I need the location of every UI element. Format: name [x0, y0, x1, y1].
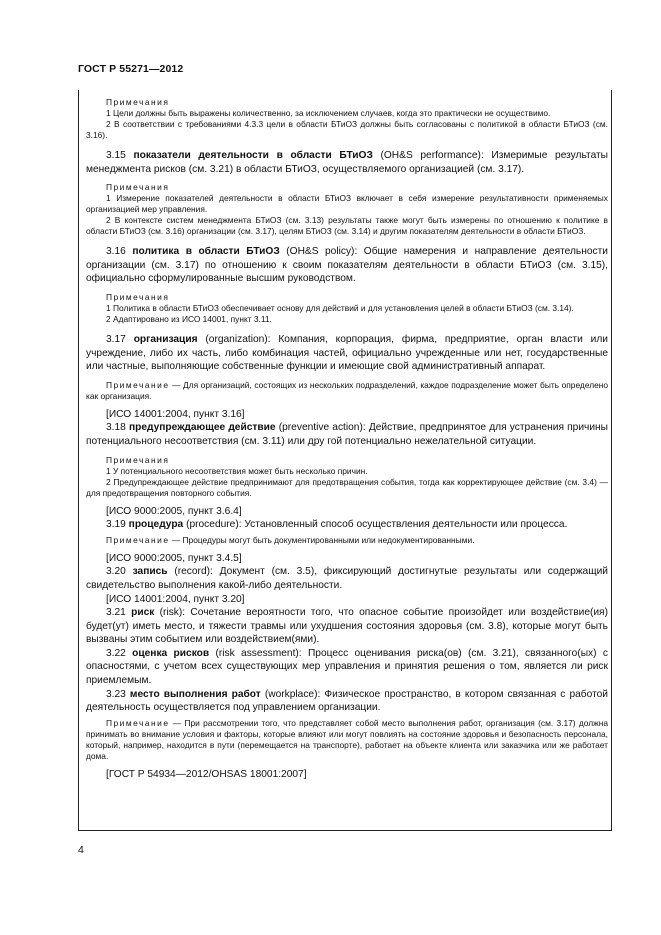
- term-title: запись: [132, 566, 168, 578]
- reference: [ГОСТ Р 54934—2012/OHSAS 18001:2007]: [106, 768, 307, 780]
- term-definition: (OH&S policy): Общие намерения и направление деятельности организации (см. 3.17) по отношению к своим показателям деятельности в области БТиОЗ (см. 3.15), официально сформулированные высшим руководством.: [86, 246, 608, 285]
- note-item: 2 В контексте систем менеджмента БТиОЗ (см. 3.13) результаты также могут быть измерены по отношению к политике в области БТиОЗ (см. 3.16) организации (см. 3.17), целям БТиОЗ (см. 3.14) и другим показателям деятельности в области БТиОЗ.: [86, 215, 608, 237]
- term-title: риск: [131, 607, 155, 619]
- note-label: Примечание: [106, 379, 170, 390]
- term-definition: (risk): Сочетание вероятности того, что опасное событие произойдет или воздействие(ия) будет(ут) иметь место, и тяжести травмы или ухудшения состояния здоровья (см. 3.8), которые могут быть вызваны этим событием или воздействием(ями).: [86, 607, 608, 646]
- term-definition: (risk assessment): Процесс оценивания риска(ов) (см. 3.21), связанного(ых) с опасностями, с учетом всех существующих мер управления и принятия решения о том, является ли риск приемлемым.: [86, 647, 608, 687]
- note-item: 2 Предупреждающее действие предпринимают для предотвращения события, тогда как корректирующее действие (см. 3.4) — для предотвращения повторного события.: [86, 476, 608, 498]
- document-header: ГОСТ Р 55271—2012: [78, 63, 184, 75]
- term-definition: (record): Документ (см. 3.5), фиксирующий достигнутые результаты или содержащий свидетельство выполнения какой-либо деятельности.: [86, 566, 608, 591]
- reference: [ИСО 9000:2005, пункт 3.4.5]: [106, 552, 242, 564]
- term-number: 3.19: [106, 519, 126, 531]
- term-3-21: [86, 606, 608, 647]
- term-3-19: [86, 518, 608, 532]
- term-number: 3.22: [106, 647, 126, 659]
- single-note: [86, 718, 608, 762]
- term-definition: (workplace): Физическое пространство, в котором связанная с работой деятельность осуществляется под управлением организации.: [86, 688, 608, 714]
- page-number: 4: [78, 844, 84, 856]
- note-text: При рассмотрении того, что представляет собой место выполнения работ, организация (см. 3.17) должна принимать во внимание условия и факторы, которые влияют или могут повлиять на состояние здоровья и безопасность персонала, который, например, находится в пути (перемещается на транспорте), работает на объекте клиента или заказчика или же работает дома.: [86, 717, 608, 761]
- note-item: 2 В соответствии с требованиями 4.3.3 цели в области БТиОЗ должны быть согласованы с политикой в области БТиОЗ (см. 3.16).: [86, 119, 608, 140]
- term-title: процедура: [128, 519, 184, 531]
- term-3-20: [86, 565, 608, 592]
- note-item: 2 Адаптировано из ИСО 14001, пункт 3.11.: [106, 313, 272, 324]
- term-number: 3.20: [106, 566, 126, 578]
- term-number: 3.15: [106, 150, 126, 161]
- reference: [ИСО 9000:2005, пункт 3.6.4]: [106, 505, 242, 517]
- reference: [ИСО 14001:2004, пункт 3.20]: [106, 593, 245, 605]
- term-number: 3.17: [106, 333, 126, 345]
- term-number: 3.21: [106, 607, 126, 619]
- term-number: 3.23: [106, 688, 126, 700]
- term-number: 3.16: [106, 246, 126, 258]
- term-title: место выполнения работ: [129, 688, 261, 700]
- single-note: [86, 380, 608, 402]
- term-title: предупреждающее действие: [128, 422, 276, 434]
- note-label: Примечание: [106, 534, 170, 545]
- term-title: организация: [133, 333, 198, 345]
- page-content: [86, 97, 608, 781]
- note-item: 1 Цели должны быть выражены количественно, за исключением случаев, когда это практически не осуществимо.: [106, 108, 551, 118]
- term-3-17: [86, 333, 608, 374]
- term-definition: (organization): Компания, корпорация, фирма, предприятие, орган власти или учреждение, либо их часть, либо комбинация частей, официально учрежденные или нет, государственные или частные, выполняющие собственные функции и имеющие свой административный аппарат.: [86, 333, 608, 373]
- term-definition: (OH&S performance): Измеримые результаты менеджмента рисков (см. 3.21) в области БТиОЗ, осуществляемого организацией (см. 3.17).: [86, 150, 608, 175]
- note-item: 1 У потенциального несоответствия может быть несколько причин.: [106, 465, 368, 476]
- single-note: [86, 535, 608, 546]
- note-dash: —: [172, 379, 181, 390]
- term-3-18: [86, 421, 608, 448]
- term-title: политика в области БТиОЗ: [132, 246, 280, 258]
- term-3-16: [86, 245, 608, 286]
- notes-heading: Примечания: [106, 454, 170, 465]
- notes-heading: Примечания: [106, 182, 170, 193]
- term-3-22: [86, 647, 608, 688]
- term-3-15: [86, 149, 608, 176]
- note-text: Процедуры могут быть документированными или недокументированными.: [182, 534, 475, 545]
- notes-heading: Примечания: [106, 97, 170, 107]
- note-item: 1 Измерение показателей деятельности в области БТиОЗ включает в себя измерение результативности применяемых организацией мер управления.: [86, 193, 608, 215]
- reference: [ИСО 14001:2004, пункт 3.16]: [106, 408, 245, 420]
- term-definition: (procedure): Установленный способ осуществления деятельности или процесса.: [186, 519, 568, 531]
- note-dash: —: [172, 717, 182, 728]
- note-item: 1 Политика в области БТиОЗ обеспечивает основу для действий и для установления целей в области БТиОЗ (см. 3.14).: [106, 302, 574, 313]
- term-title: оценка рисков: [132, 647, 210, 659]
- notes-heading: Примечания: [106, 291, 170, 302]
- note-dash: —: [171, 534, 181, 545]
- term-number: 3.18: [106, 422, 126, 434]
- term-title: показатели деятельности в области БТиОЗ: [133, 150, 373, 161]
- note-label: Примечание: [106, 717, 170, 728]
- term-3-23: [86, 688, 608, 715]
- note-text: Для организаций, состоящих из нескольких подразделений, каждое подразделение может быть определено как организация.: [86, 379, 609, 401]
- term-definition: (preventive action): Действие, предпринятое для устранения причины потенциального несоответствия (см. 3.11) или дру гой потенциально нежелательной ситуации.: [86, 422, 608, 447]
